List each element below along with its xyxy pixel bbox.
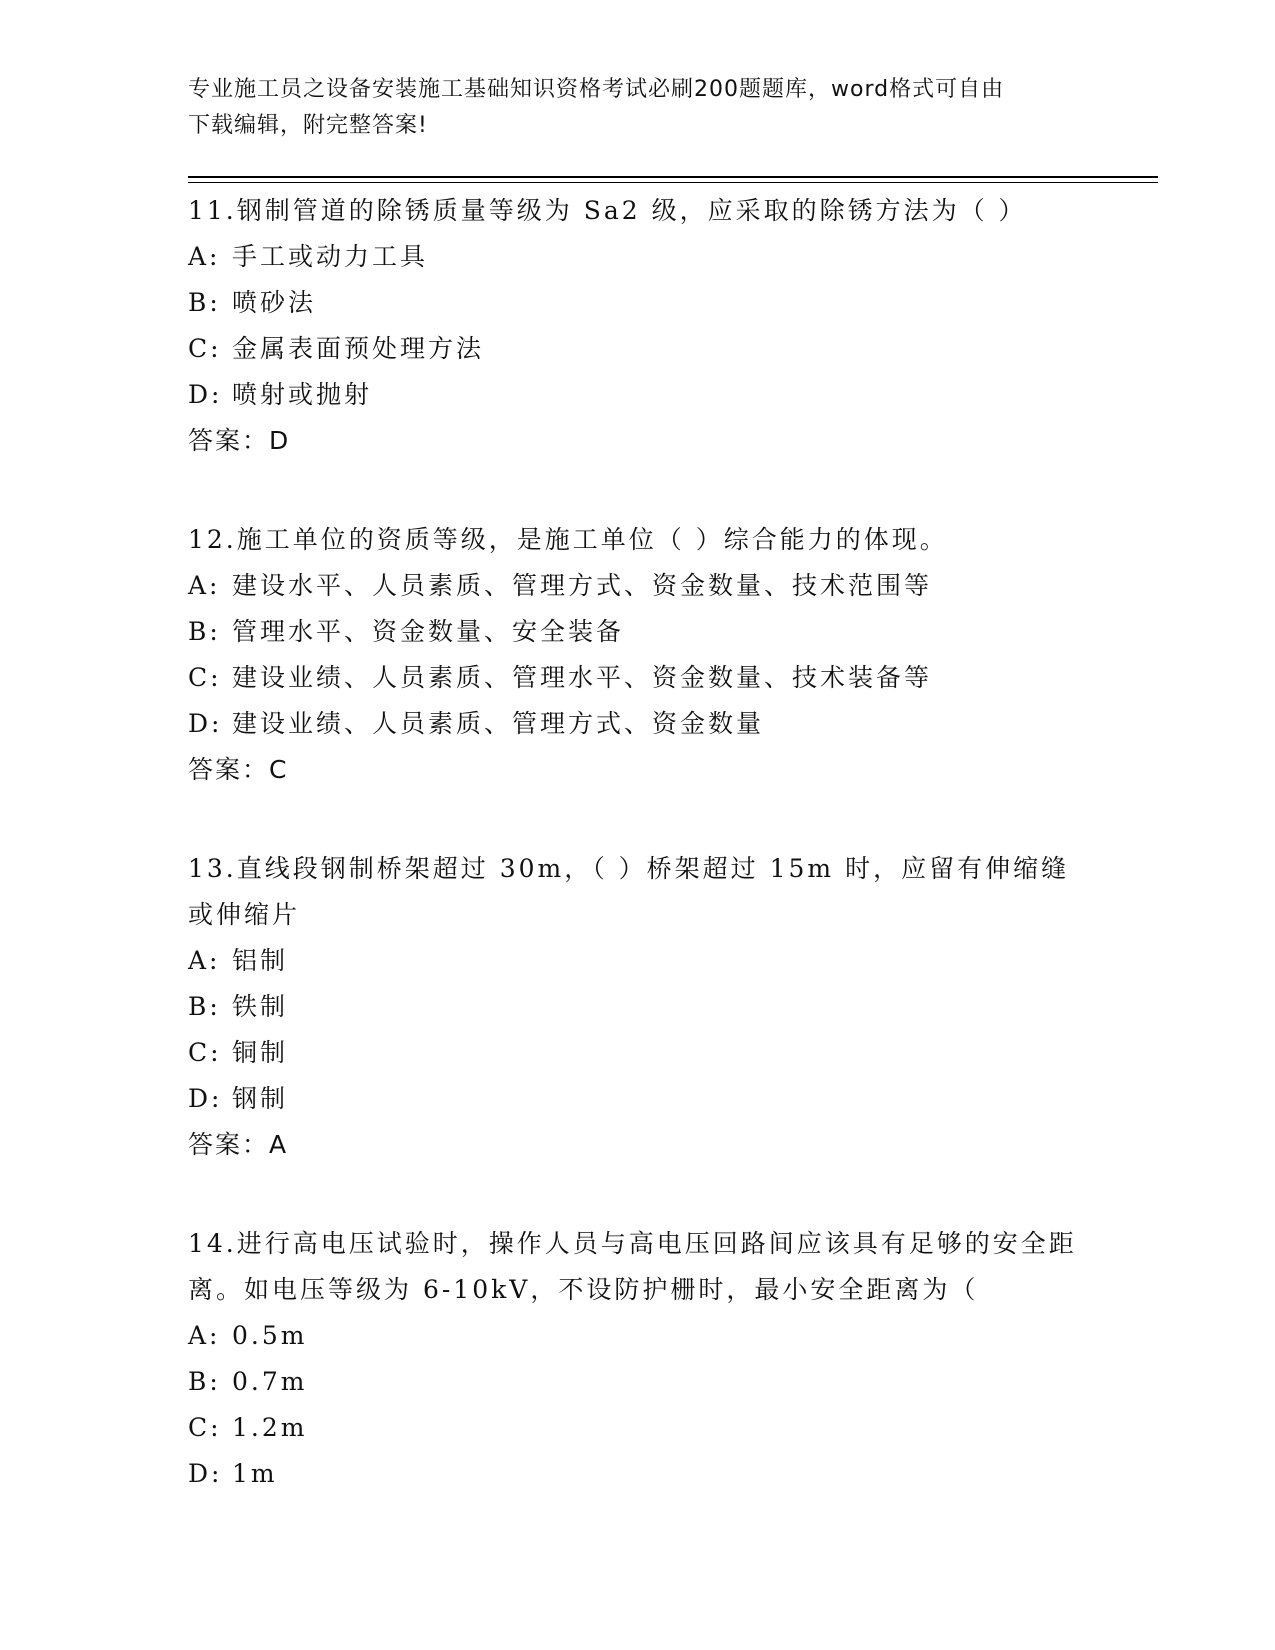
option-text: 喷射或抛射 [232, 380, 373, 409]
option-letter: A: [188, 571, 221, 600]
option-letter: C: [188, 334, 222, 363]
option-letter: B: [188, 617, 221, 646]
option-letter: C: [188, 1038, 222, 1067]
option-letter: A: [188, 242, 221, 271]
option-b [188, 1359, 1088, 1405]
option-d [188, 701, 1088, 747]
header-divider-thick [188, 176, 1158, 178]
option-text: 0.5m [232, 1321, 308, 1350]
option-c [188, 1405, 1088, 1451]
option-a [188, 938, 1088, 984]
option-letter: C: [188, 1413, 222, 1442]
option-a [188, 563, 1088, 609]
option-letter: A: [188, 1321, 221, 1350]
option-letter: B: [188, 1367, 221, 1396]
header-divider-thin [188, 182, 1158, 183]
option-text: 铜制 [232, 1038, 289, 1067]
answer-line: 答案：C [188, 755, 289, 784]
option-text: 钢制 [232, 1084, 289, 1113]
option-letter: B: [188, 288, 221, 317]
option-text: 0.7m [232, 1367, 308, 1396]
question-stem: 13.直线段钢制桥架超过 30m，（ ）桥架超过 15m 时，应留有伸缩缝或伸缩片 [188, 854, 1070, 929]
question-stem: 12.施工单位的资质等级，是施工单位（ ）综合能力的体现。 [188, 525, 948, 554]
question-12 [188, 517, 1088, 793]
header-line-2: 下载编辑，附完整答案! [188, 113, 428, 138]
option-b [188, 609, 1088, 655]
option-letter: A: [188, 946, 221, 975]
option-letter: D: [188, 1084, 223, 1113]
option-letter: C: [188, 663, 222, 692]
question-list [188, 188, 1088, 1550]
option-c [188, 326, 1088, 372]
option-c [188, 655, 1088, 701]
option-text: 1m [232, 1459, 278, 1488]
document-header [188, 72, 1068, 144]
option-text: 金属表面预处理方法 [232, 334, 485, 363]
option-b [188, 984, 1088, 1030]
question-14 [188, 1221, 1088, 1497]
option-text: 建设业绩、人员素质、管理水平、资金数量、技术装备等 [232, 663, 933, 692]
option-text: 管理水平、资金数量、安全装备 [232, 617, 625, 646]
option-c [188, 1030, 1088, 1076]
option-text: 铝制 [232, 946, 289, 975]
question-stem: 11.钢制管道的除锈质量等级为 Sa2 级，应采取的除锈方法为（ ） [188, 196, 1027, 225]
option-text: 喷砂法 [232, 288, 317, 317]
option-d [188, 1076, 1088, 1122]
option-text: 1.2m [232, 1413, 308, 1442]
answer-line: 答案：D [188, 426, 291, 455]
header-line-1: 专业施工员之设备安装施工基础知识资格考试必刷200题题库，word格式可自由 [188, 77, 1005, 102]
option-letter: D: [188, 1459, 223, 1488]
option-letter: D: [188, 709, 223, 738]
option-a [188, 234, 1088, 280]
option-text: 建设业绩、人员素质、管理方式、资金数量 [232, 709, 765, 738]
question-11 [188, 188, 1088, 464]
option-a [188, 1313, 1088, 1359]
option-letter: D: [188, 380, 223, 409]
option-text: 手工或动力工具 [232, 242, 429, 271]
option-letter: B: [188, 992, 221, 1021]
option-text: 建设水平、人员素质、管理方式、资金数量、技术范围等 [232, 571, 933, 600]
option-d [188, 1451, 1088, 1497]
question-13 [188, 846, 1088, 1168]
option-text: 铁制 [232, 992, 289, 1021]
question-stem: 14.进行高电压试验时，操作人员与高电压回路间应该具有足够的安全距离。如电压等级为 6-10kV，不设防护栅时，最小安全距离为（ [188, 1229, 1077, 1304]
option-b [188, 280, 1088, 326]
answer-line: 答案：A [188, 1130, 289, 1159]
option-d [188, 372, 1088, 418]
